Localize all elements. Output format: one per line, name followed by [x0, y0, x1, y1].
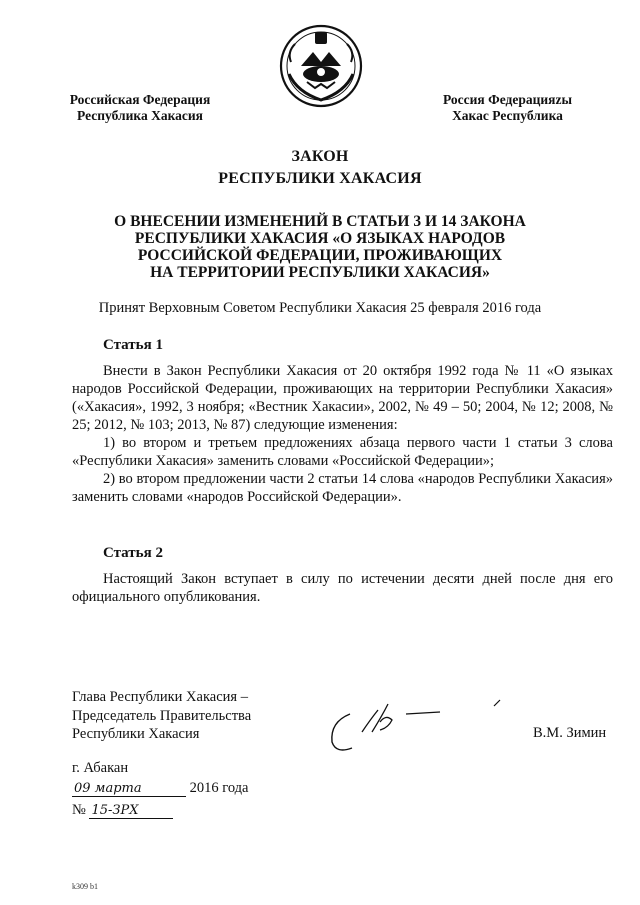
- subtitle-line4: НА ТЕРРИТОРИИ РЕСПУБЛИКИ ХАКАСИЯ»: [150, 264, 490, 281]
- title-law: ЗАКОН: [291, 148, 349, 165]
- subtitle-line1: О ВНЕСЕНИИ ИЗМЕНЕНИЙ В СТАТЬИ 3 И 14 ЗАКОНА: [114, 213, 526, 230]
- law-number: [72, 802, 173, 819]
- article2-paragraph1: Настоящий Закон вступает в силу по истечении десяти дней после дня его официального опубликования.: [72, 571, 613, 605]
- subtitle-line3: РОССИЙСКОЙ ФЕДЕРАЦИИ, ПРОЖИВАЮЩИХ: [137, 247, 503, 264]
- handwritten-number: 15-ЗРХ: [89, 803, 173, 819]
- article1-paragraph2: 1) во втором и третьем предложениях абзаца первого части 1 статьи 3 слова «Республики Хакасия» заменить словами «Российской Федерации»;: [72, 435, 613, 469]
- signatory-line2: Председатель Правительства: [72, 707, 252, 724]
- number-prefix: №: [72, 802, 86, 818]
- header-left-line2: Республика Хакасия: [77, 108, 203, 123]
- coat-of-arms-emblem: [277, 22, 365, 110]
- article2-body: [72, 570, 613, 606]
- article1-body: [72, 362, 613, 506]
- subtitle-line2: РЕСПУБЛИКИ ХАКАСИЯ «О ЯЗЫКАХ НАРОДОВ: [134, 230, 506, 247]
- header-right: [420, 92, 595, 124]
- signing-date: [72, 780, 248, 797]
- law-subtitle: [60, 213, 580, 281]
- signatory-title: [72, 688, 251, 744]
- article1-paragraph3: 2) во втором предложении части 2 статьи 14 слова «народов Республики Хакасия» заменить словами «народов Российской Федерации».: [72, 471, 613, 505]
- article1-heading: Статья 1: [103, 337, 163, 353]
- signer-name: В.М. Зимин: [533, 725, 607, 741]
- signatory-line1: Глава Республики Хакасия –: [72, 689, 248, 705]
- handwritten-signature: [322, 692, 512, 762]
- article2-heading: Статья 2: [103, 545, 163, 561]
- article1-paragraph1: Внести в Закон Республики Хакасия от 20 октября 1992 года № 11 «О языках народов Российской Федерации, проживающих на территории Республики Хакасия» («Хакасия», 1992, 3 ноября; «Вестник Хакасии», 2002, № 49 – 50; 2004, № 12; 2008, № 25; 2012, № 103; 2013, № 87) следующие изменения:: [72, 363, 613, 433]
- header-right-line2: Хакас Республика: [452, 108, 563, 123]
- date-year: 2016 года: [189, 780, 249, 796]
- header-left-line1: Российская Федерация: [69, 92, 211, 107]
- title-republic: РЕСПУБЛИКИ ХАКАСИЯ: [218, 170, 422, 187]
- handwritten-date: 09 марта: [72, 781, 186, 797]
- header-right-line1: Россия Федерацияzы: [443, 92, 572, 107]
- footer-code: k309 b1: [72, 882, 98, 891]
- signatory-line3: Республики Хакасия: [72, 726, 200, 742]
- adoption-note: Принят Верховным Советом Республики Хакасия 25 февраля 2016 года: [98, 300, 542, 316]
- header-left: [50, 92, 230, 124]
- place-of-signing: г. Абакан: [72, 760, 129, 776]
